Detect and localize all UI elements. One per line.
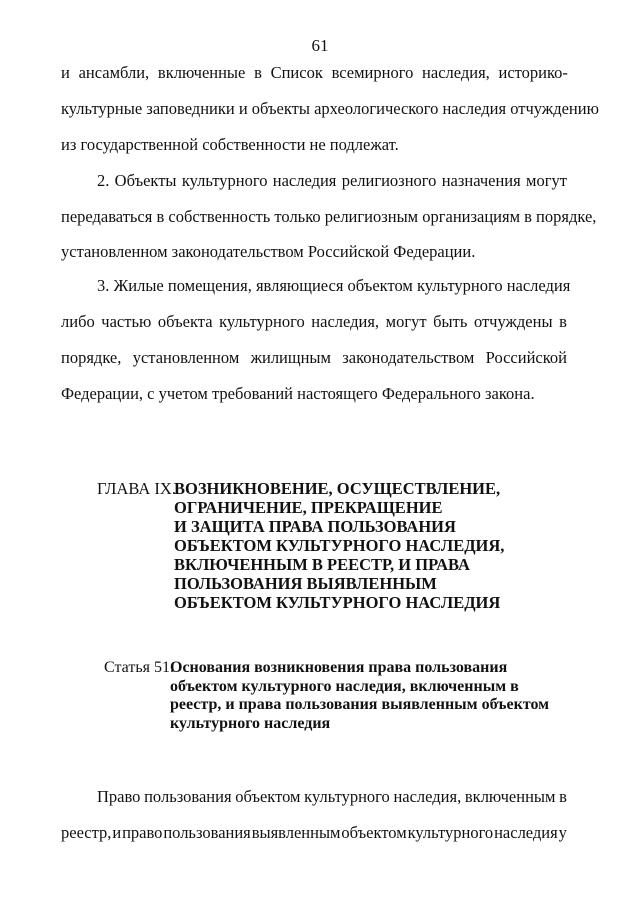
word: объектом (341, 823, 407, 842)
word: наследия, (311, 312, 380, 331)
word: наследия, (422, 63, 490, 82)
word: наследия (272, 171, 337, 190)
word: могут (385, 312, 427, 331)
word: в (559, 787, 567, 806)
word: культурного (407, 823, 494, 842)
word: Российской (485, 348, 567, 367)
word: у (558, 823, 567, 842)
word: жилищным (250, 348, 331, 367)
word: культурного (219, 312, 305, 331)
word: наследия (494, 823, 558, 842)
text-line (61, 312, 567, 332)
text-line (61, 348, 567, 368)
word: пользования (163, 823, 251, 842)
text-line: передаваться в собственность только религиозным организациям в порядке, (61, 207, 597, 226)
article-title: Основания возникновения права пользования объектом культурного наследия, включенным в реестр, и права пользования выявленным объектом культурного наследия (170, 659, 550, 732)
word: быть (433, 312, 468, 331)
word: пользования (144, 787, 232, 806)
word: могут (526, 171, 567, 190)
word: установленном (132, 348, 240, 367)
text-line (97, 787, 567, 807)
word: назначения (441, 171, 521, 190)
text-line: из государственной собственности не подлежат. (61, 135, 399, 154)
word: реестр, (61, 823, 112, 842)
word: культурного (304, 787, 390, 806)
word: порядке, (61, 348, 122, 367)
word: историко- (498, 63, 568, 82)
word: Список (270, 63, 323, 82)
article-label: Статья 51. (104, 659, 174, 676)
word: объектом (235, 787, 301, 806)
chapter-label: ГЛАВА IX. (97, 479, 176, 498)
word: отчуждены (473, 312, 553, 331)
word: ансамбли, (78, 63, 150, 82)
word: в (254, 63, 262, 82)
word: законодательством (342, 348, 475, 367)
word: Объекты (114, 171, 177, 190)
word: Право (97, 787, 141, 806)
word: частью (101, 312, 152, 331)
word: включенные (157, 63, 246, 82)
text-line: Федерации, с учетом требований настоящего Федерального закона. (61, 384, 535, 403)
text-line: установленном законодательством Российской Федерации. (61, 242, 476, 261)
word: наследия, (393, 787, 462, 806)
text-line (61, 63, 568, 83)
word: объекта (157, 312, 213, 331)
word: всемирного (331, 63, 414, 82)
word: включенным (464, 787, 556, 806)
page-number: 61 (311, 36, 329, 55)
word: и (61, 63, 70, 82)
text-line (97, 171, 567, 191)
word: культурного (181, 171, 268, 190)
text-line: культурные заповедники и объекты археологического наследия отчуждению (61, 99, 599, 118)
word: выявленным (251, 823, 341, 842)
word: либо (61, 312, 95, 331)
word: и (112, 823, 122, 842)
text-line (61, 823, 567, 843)
word: религиозного (341, 171, 437, 190)
word: право (122, 823, 163, 842)
word: 2. (97, 171, 110, 190)
text-line: 3. Жилые помещения, являющиеся объектом культурного наследия (97, 276, 571, 295)
word: в (559, 312, 567, 331)
chapter-title: ВОЗНИКНОВЕНИЕ, ОСУЩЕСТВЛЕНИЕ, ОГРАНИЧЕНИЕ, ПРЕКРАЩЕНИЕ И ЗАЩИТА ПРАВА ПОЛЬЗОВАНИЯ ОБЪЕКТОМ КУЛЬТУРНОГО НАСЛЕДИЯ, ВКЛЮЧЕННЫМ В РЕЕСТР, И ПРАВА ПОЛЬЗОВАНИЯ ВЫЯВЛЕННЫМ ОБЪЕКТОМ КУЛЬТУРНОГО НАСЛЕДИЯ (174, 479, 505, 612)
